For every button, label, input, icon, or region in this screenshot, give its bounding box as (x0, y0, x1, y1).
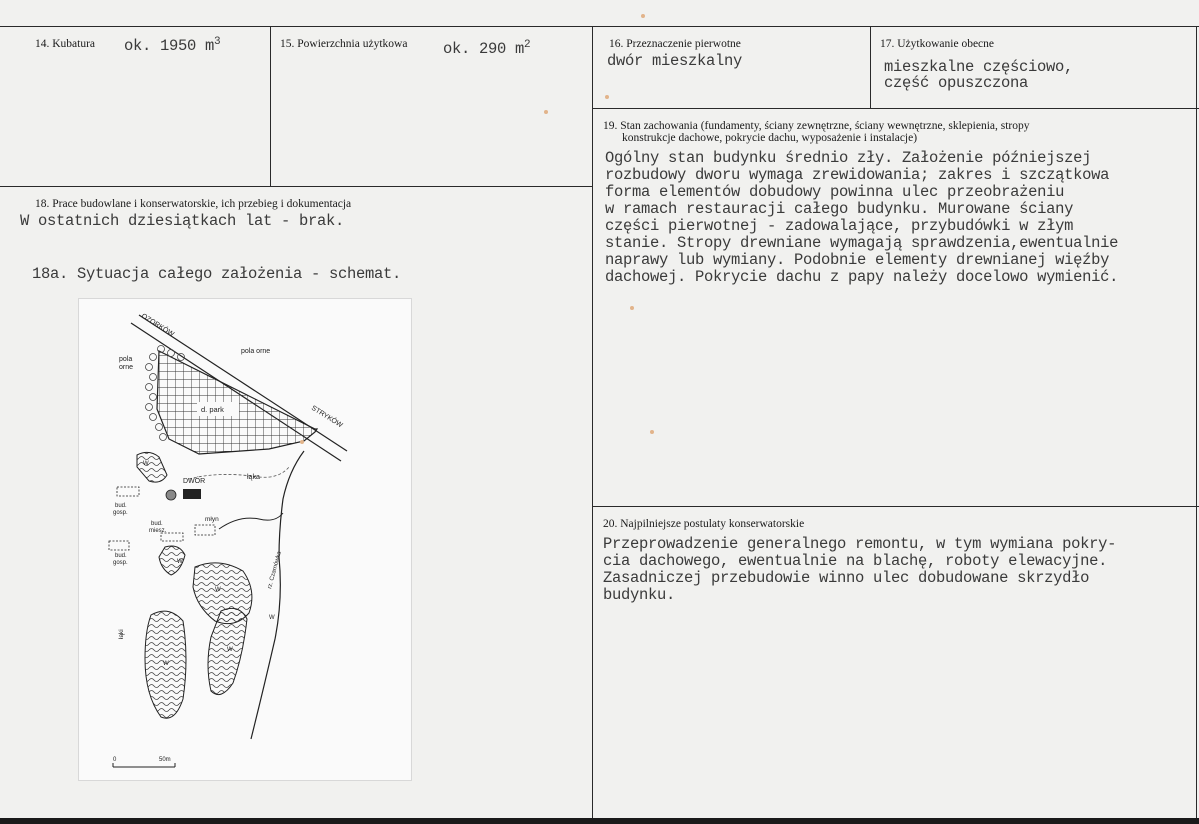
paper-speck (630, 306, 634, 310)
paper-speck (544, 110, 548, 114)
f19-line-8: dachowej. Pokrycie dachu z papy należy docelowo wymienić. (605, 268, 1119, 286)
f19-line-3: forma elementów dobudowy powinna ulec przeobrażeniu (605, 183, 1065, 201)
map-farm3-1: bud. (115, 553, 127, 559)
f19-line-2: rozbudowy dworu wymaga zrewidowania; zakres i szczątkowa (605, 166, 1110, 184)
f16-value: dwór mieszkalny (607, 52, 743, 70)
map-meadows-left: łąki (118, 629, 125, 639)
f19-line-4: w ramach restauracji całego budynku. Murowane ściany (605, 200, 1074, 218)
map-farm2-1: bud. (151, 521, 163, 527)
map-water-4: W (163, 661, 169, 667)
map-fields-top: pola orne (241, 348, 271, 355)
rule-h-right-top (592, 108, 1199, 109)
f18a-label: 18a. Sytuacja całego założenia - schemat. (32, 265, 402, 283)
map-farm2-2: miesz. (149, 528, 167, 534)
f18-label: 18. Prace budowlane i konserwatorskie, ich przebieg i dokumentacja (35, 198, 352, 210)
f19-line-1: Ogólny stan budynku średnio zły. Założenie późniejszej (605, 149, 1092, 167)
bottom-edge (0, 818, 1199, 824)
map-farm1-1: bud. (115, 503, 127, 509)
f17-line-1: mieszkalne częściowo, (884, 58, 1074, 76)
map-mill: młyn (205, 516, 219, 523)
paper-speck (641, 14, 645, 18)
f15-value (443, 41, 530, 58)
map-farm1-2: gosp. (113, 510, 128, 516)
top-rule (0, 26, 1199, 27)
f15-value-text: ok. 290 m (443, 40, 525, 58)
site-plan-image (78, 298, 412, 781)
f14-value (124, 38, 220, 55)
map-road-ozorkow: OZORKÓW (139, 312, 175, 339)
f20-line-4: budynku. (603, 586, 676, 604)
map-farm3-2: gosp. (113, 560, 128, 566)
f19-line-5: części pierwotnej - zadowalające, przybudówki w złym (605, 217, 1074, 235)
f19-line-6: stanie. Stropy drewniane wymagają sprawdzenia,ewentualnie (605, 234, 1119, 252)
f17-label: 17. Użytkowanie obecne (880, 38, 995, 50)
map-meadow: łąka (247, 474, 260, 481)
rule-h-right-mid (592, 506, 1199, 507)
rule-v-left (270, 26, 271, 186)
f16-label: 16. Przeznaczenie pierwotne (609, 38, 741, 50)
f20-line-2: cia dachowego, ewentualnie na blachę, roboty elewacyjne. (603, 552, 1108, 570)
rule-v-edge (1196, 26, 1197, 818)
map-scale-0: 0 (113, 757, 117, 763)
map-road-strykow: STRYKÓW (309, 404, 344, 430)
rule-v-right (870, 26, 871, 108)
map-park: d. park (201, 405, 224, 414)
map-water-3: W (215, 587, 221, 593)
f19-label-2: konstrukcje dachowe, pokrycie dachu, wyposażenie i instalacje) (622, 132, 918, 144)
f14-value-text: ok. 1950 m (124, 37, 215, 55)
map-water-1: W (143, 461, 149, 467)
site-plan-map (79, 299, 411, 780)
map-water-2: W (177, 559, 183, 565)
paper-speck (650, 430, 654, 434)
map-water-6: W (269, 615, 275, 621)
f20-line-3: Zasadniczej przebudowie winno ulec dobudowane skrzydło (603, 569, 1090, 587)
f19-line-7: naprawy lub wymiany. Podobnie elementy drewnianej więźby (605, 251, 1110, 269)
map-scale-50: 50m (159, 757, 171, 763)
rule-v-mid (592, 26, 593, 818)
f14-label: 14. Kubatura (35, 38, 96, 50)
map-river: rz. Czarnówka (267, 550, 283, 590)
map-water-5: W (227, 647, 233, 653)
paper-speck (300, 440, 304, 444)
f15-label: 15. Powierzchnia użytkowa (280, 38, 408, 50)
rule-h-left (0, 186, 592, 187)
f19-label-1: 19. Stan zachowania (fundamenty, ściany zewnętrzne, ściany wewnętrzne, sklepienia, stropy (603, 120, 1030, 132)
map-fields-left-1: pola (119, 356, 133, 363)
f20-line-1: Przeprowadzenie generalnego remontu, w tym wymiana pokry- (603, 535, 1117, 553)
map-fields-left-2: orne (119, 364, 134, 371)
f15-sup: 2 (524, 39, 531, 51)
map-manor: DWÓR (183, 478, 206, 485)
f17-line-2: część opuszczona (884, 74, 1029, 92)
f18-value: W ostatnich dziesiątkach lat - brak. (20, 212, 345, 230)
f14-sup: 3 (214, 36, 221, 48)
paper-speck (605, 95, 609, 99)
f20-label: 20. Najpilniejsze postulaty konserwatorskie (603, 518, 805, 530)
